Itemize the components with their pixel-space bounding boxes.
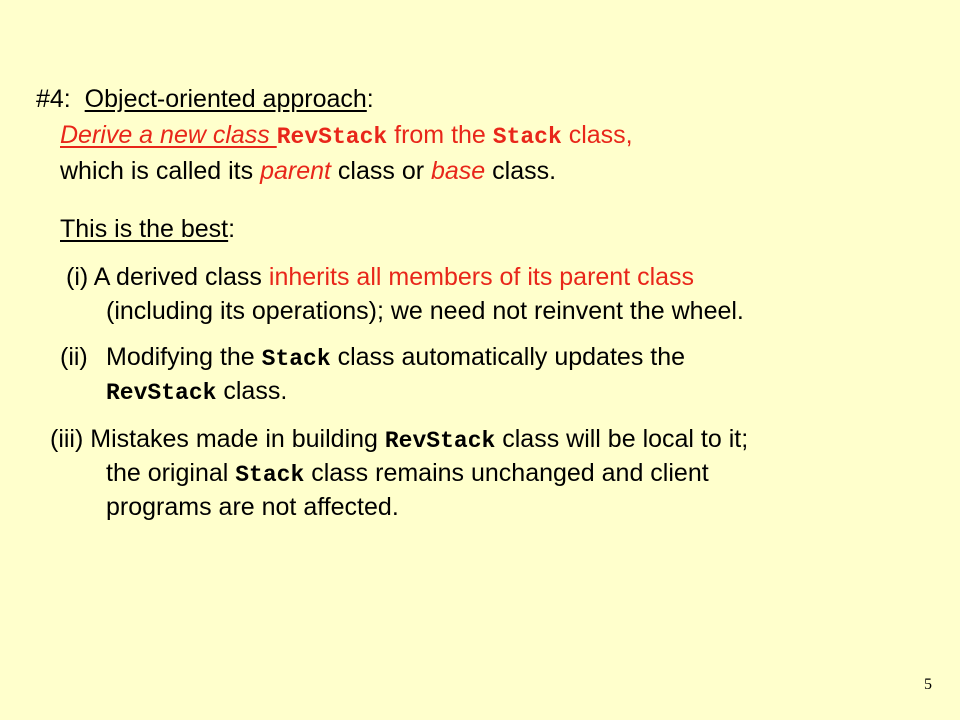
called-line: [60, 156, 556, 186]
point-iii-text-5: programs are not affected.: [106, 493, 399, 521]
point-iii-text-3: the original: [106, 459, 236, 487]
base-term: base: [431, 157, 486, 185]
point-ii-label: (ii): [60, 343, 88, 371]
point-i-highlight: inherits all members of its parent class: [268, 263, 695, 291]
point-iii-text-4: class remains unchanged and client: [304, 459, 709, 487]
derive-class-text: class,: [561, 121, 633, 149]
point-i-line1: [66, 262, 694, 292]
point-ii-line2: [106, 376, 287, 408]
heading-title: Object-oriented approach: [84, 85, 367, 113]
point-i-line2: [106, 296, 744, 326]
point-ii-code-revstack: RevStack: [106, 380, 217, 406]
best-heading-text: This is the best: [60, 215, 229, 243]
derive-from-text: from the: [387, 121, 493, 149]
point-i-label: (i): [66, 263, 89, 291]
point-iii-code-stack: Stack: [235, 462, 305, 488]
code-revstack: RevStack: [276, 124, 388, 150]
called-text-2: class or: [330, 157, 431, 185]
called-text-3: class.: [485, 157, 557, 185]
slide-heading: [36, 84, 374, 114]
point-iii-label: (iii): [50, 425, 84, 453]
point-iii-line2: [106, 458, 709, 490]
called-text: which is called its: [60, 157, 261, 185]
point-i-text-2: (including its operations); we need not reinvent the wheel.: [106, 297, 744, 325]
parent-term: parent: [260, 157, 331, 185]
best-heading-suffix: :: [228, 215, 236, 243]
point-ii-text: Modifying the: [106, 343, 262, 371]
point-iii-text: Mistakes made in building: [90, 425, 385, 453]
point-ii-text-2: class automatically updates the: [330, 343, 686, 371]
page-number: 5: [924, 676, 932, 693]
best-heading: [60, 214, 235, 244]
derive-text: Derive a new class: [60, 121, 277, 149]
point-ii-line1: [60, 342, 685, 374]
point-ii-text-3: class.: [216, 377, 288, 405]
derive-line: [60, 120, 633, 152]
heading-prefix: #4:: [36, 85, 71, 113]
point-iii-line1: [50, 424, 748, 456]
code-stack: Stack: [492, 124, 562, 150]
point-iii-line3: [106, 492, 399, 522]
point-iii-code-revstack: RevStack: [384, 428, 496, 454]
point-ii-code-stack: Stack: [261, 346, 331, 372]
point-iii-text-2: class will be local to it;: [495, 425, 749, 453]
point-i-text: A derived class: [93, 263, 269, 291]
heading-suffix: :: [366, 85, 374, 113]
